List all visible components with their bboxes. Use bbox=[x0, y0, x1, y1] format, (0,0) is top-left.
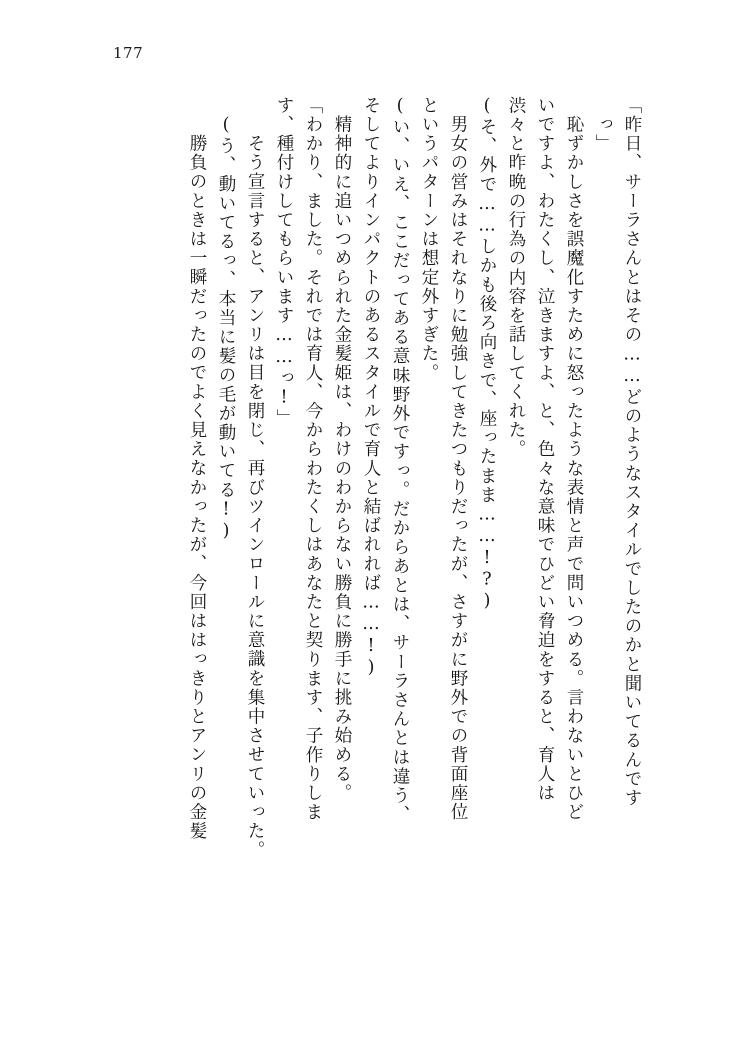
text-column: (い、いえ、ここだってある意味野外ですっ。だからあとは、サーラさんとは違う、 bbox=[390, 96, 410, 825]
vertical-text-block bbox=[96, 96, 640, 956]
text-column: 「わかり、ました。それでは育人、今からわたくしはあなたと契ります、子作りしま bbox=[303, 96, 323, 822]
text-column: す、種付けしてもらいます……っ!」 bbox=[274, 96, 294, 429]
text-column: 「昨日、サーラさんとはその……どのようなスタイルでしたのかと聞いてるんです bbox=[622, 96, 642, 808]
text-column: そしてよりインパクトのあるスタイルで育人と結ばれれば……!) bbox=[361, 96, 381, 679]
text-column: いですよ、わたくし、泣きますよ、と、色々な意味でひどい脅迫をすると、育人は bbox=[535, 96, 555, 803]
text-column: っ」 bbox=[593, 115, 613, 154]
text-column: というパターンは想定外すぎた。 bbox=[419, 96, 439, 383]
text-column: (う、動いてるっ、本当に髪の毛が動いてる!) bbox=[216, 115, 236, 543]
text-column: 渋々と昨晩の行為の内容を話してくれた。 bbox=[506, 96, 526, 459]
text-column: 恥ずかしさを誤魔化すために怒ったような表情と声で問いつめる。言わないとひど bbox=[564, 96, 584, 822]
page-number: 177 bbox=[113, 44, 144, 62]
text-column: 精神的に追いつめられた金髪姫は、わけのわからない勝負に勝手に挑み始める。 bbox=[332, 96, 352, 803]
text-column: 男女の営みはそれなりに勉強してきたつもりだったが、さすがに野外での背面座位 bbox=[448, 96, 468, 822]
text-column: (そ、外で……しかも後ろ向きで、座ったまま……!?) bbox=[477, 96, 497, 613]
text-column: そう宣言すると、アンリは目を閉じ、再びツインロールに意識を集中させていった。 bbox=[245, 115, 265, 860]
text-column: 勝負のときは一瞬だったのでよく見えなかったが、今回ははっきりとアンリの金髪 bbox=[187, 115, 207, 841]
